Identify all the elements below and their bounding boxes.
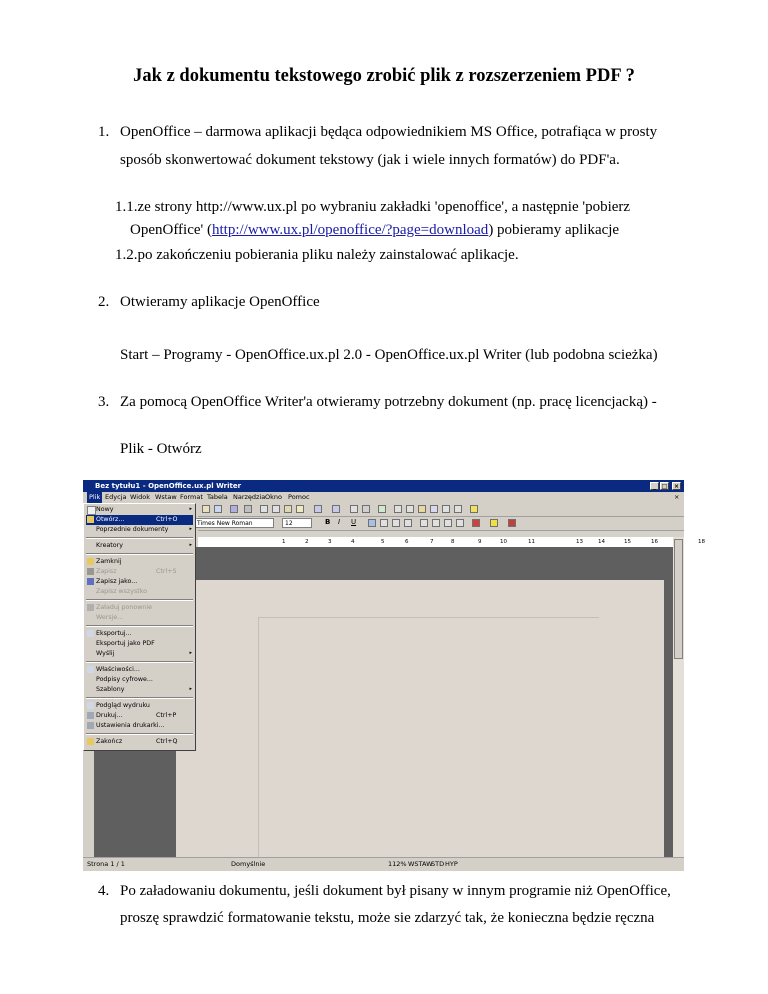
- file-menu-item-signatures[interactable]: Podpisy cyfrowe...: [96, 676, 153, 683]
- menubar: [83, 492, 684, 503]
- menu-plik[interactable]: Plik: [89, 493, 101, 501]
- status-page: Strona 1 / 1: [87, 860, 125, 868]
- reload-icon: [87, 604, 94, 611]
- file-menu-item-exit[interactable]: Zakończ Ctrl+Q: [96, 738, 178, 745]
- exit-icon: [87, 738, 94, 745]
- item-1-1-text-b: ) pobieramy aplikacje: [488, 222, 620, 238]
- file-menu-item-wizards[interactable]: Kreatory ▸: [96, 542, 192, 549]
- highlight-icon[interactable]: [490, 519, 498, 527]
- menu-wstaw[interactable]: Wstaw: [155, 493, 177, 501]
- justify-icon[interactable]: [404, 519, 412, 527]
- paste-icon[interactable]: [284, 505, 292, 513]
- file-menu-item-new[interactable]: Nowy ▸: [96, 506, 192, 513]
- menu-separator: [86, 553, 193, 555]
- nonprinting-chars-icon[interactable]: [442, 505, 450, 513]
- spellcheck-icon[interactable]: [230, 505, 238, 513]
- align-right-icon[interactable]: [392, 519, 400, 527]
- file-menu-item-printer-settings[interactable]: Ustawienia drukarki...: [96, 722, 165, 729]
- ruler-tick: 5: [381, 539, 385, 545]
- item-1-line-1: OpenOffice – darmowa aplikacji będąca odpowiednikiem MS Office, potrafiąca w prosty: [120, 124, 658, 140]
- ruler-tick: 15: [624, 539, 631, 545]
- ruler-tick: 6: [405, 539, 409, 545]
- navigator-icon[interactable]: [406, 505, 414, 513]
- close-document-icon[interactable]: ×: [674, 493, 680, 501]
- ruler-tick: 18: [698, 539, 705, 545]
- formatting-toolbar: [198, 517, 684, 531]
- item-4-number: 4.: [98, 883, 110, 899]
- menu-separator: [86, 733, 193, 735]
- table-icon[interactable]: [362, 505, 370, 513]
- file-menu-item-properties[interactable]: Właściwości...: [96, 666, 140, 673]
- item-1-line-2: sposób skonwertować dokument tekstowy (jak i wiele innych formatów) do PDF'a.: [120, 152, 620, 168]
- menu-separator: [86, 661, 193, 663]
- format-paintbrush-icon[interactable]: [296, 505, 304, 513]
- print-preview-menu-icon: [87, 702, 94, 709]
- increase-indent-icon[interactable]: [456, 519, 464, 527]
- file-menu-item-save-all[interactable]: Zapisz wszystko: [96, 588, 147, 595]
- ruler-tick: 9: [478, 539, 482, 545]
- bold-button[interactable]: B: [325, 518, 331, 526]
- align-center-icon[interactable]: [380, 519, 388, 527]
- status-std[interactable]: STD: [431, 860, 445, 868]
- menu-separator: [86, 537, 193, 539]
- bullets-icon[interactable]: [432, 519, 440, 527]
- zoom-icon[interactable]: [454, 505, 462, 513]
- underline-button[interactable]: U: [351, 518, 357, 526]
- file-menu-item-reload[interactable]: Załaduj ponownie: [96, 604, 153, 611]
- item-4-line-1: Po załadowaniu dokumentu, jeśli dokument był pisany w innym programie niż OpenOffice,: [120, 883, 671, 899]
- undo-icon[interactable]: [314, 505, 322, 513]
- openoffice-screenshot: [83, 480, 705, 870]
- menu-format[interactable]: Format: [180, 493, 203, 501]
- workspace-right: [664, 580, 673, 857]
- menu-okno[interactable]: Okno: [265, 493, 282, 501]
- redo-icon[interactable]: [332, 505, 340, 513]
- ruler-tick: 4: [351, 539, 355, 545]
- item-4-line-2: proszę sprawdzić formatowanie tekstu, może sie zdarzyć tak, że konieczna będzie ręczna: [120, 910, 655, 926]
- background-color-icon[interactable]: [508, 519, 516, 527]
- menu-edycja[interactable]: Edycja: [105, 493, 127, 501]
- file-menu-item-close[interactable]: Zamknij: [96, 558, 122, 565]
- menu-separator: [86, 625, 193, 627]
- ruler-tick: 14: [598, 539, 605, 545]
- menu-separator: [86, 697, 193, 699]
- file-menu-item-export-pdf[interactable]: Eksportuj jako PDF: [96, 640, 155, 647]
- item-1-1-text-a: OpenOffice' (: [130, 222, 212, 238]
- ruler-tick: 1: [282, 539, 286, 545]
- minimize-icon[interactable]: _: [650, 482, 659, 490]
- hyperlink-icon[interactable]: [350, 505, 358, 513]
- ruler-tick: 10: [500, 539, 507, 545]
- new-doc-icon: [87, 506, 96, 515]
- file-menu-item-versions[interactable]: Wersje...: [96, 614, 124, 621]
- copy-icon[interactable]: [272, 505, 280, 513]
- printer-settings-icon: [87, 722, 94, 729]
- numbering-icon[interactable]: [420, 519, 428, 527]
- item-1-number: 1.: [98, 124, 110, 140]
- vertical-scrollbar[interactable]: [673, 537, 684, 857]
- file-menu-item-save-as[interactable]: Zapisz jako...: [96, 578, 138, 585]
- item-2: Otwieramy aplikacje OpenOffice: [120, 294, 320, 310]
- file-menu-item-open[interactable]: Otwórz... Ctrl+O: [96, 516, 178, 523]
- print-icon: [87, 712, 94, 719]
- save-icon: [87, 568, 94, 575]
- text-boundary: [258, 617, 599, 861]
- font-color-icon[interactable]: [472, 519, 480, 527]
- standard-toolbar: [198, 503, 684, 517]
- scrollbar-thumb[interactable]: [674, 539, 683, 659]
- ruler-tick: 11: [528, 539, 535, 545]
- align-left-icon[interactable]: [368, 519, 376, 527]
- file-menu-item-send[interactable]: Wyślij ▸: [96, 650, 192, 657]
- font-size-box[interactable]: 12: [282, 518, 312, 528]
- close-icon[interactable]: ×: [673, 483, 680, 490]
- file-menu-item-print[interactable]: Drukuj... Ctrl+P: [96, 712, 177, 719]
- file-menu-item-print-preview[interactable]: Podgląd wydruku: [96, 702, 150, 709]
- show-draw-icon[interactable]: [378, 505, 386, 513]
- download-link[interactable]: http://www.ux.pl/openoffice/?page=download: [211, 222, 489, 238]
- menu-separator: [86, 599, 193, 601]
- print-preview-icon[interactable]: [214, 505, 222, 513]
- item-3-number: 3.: [98, 394, 110, 410]
- autospell-icon[interactable]: [244, 505, 252, 513]
- status-bar: [83, 857, 684, 871]
- ruler-tick: 13: [576, 539, 583, 545]
- item-1-1-line-2: [130, 220, 619, 240]
- ruler-tick: 8: [451, 539, 455, 545]
- close-doc-icon: [87, 558, 94, 565]
- file-menu-item-export[interactable]: Eksportuj...: [96, 630, 132, 637]
- status-hyp[interactable]: HYP: [445, 860, 458, 868]
- file-menu-item-save[interactable]: Zapisz Ctrl+S: [96, 568, 177, 575]
- status-zoom[interactable]: 112%: [388, 860, 407, 868]
- document-title: Jak z dokumentu tekstowego zrobić plik z rozszerzeniem PDF ?: [133, 66, 635, 86]
- gallery-icon[interactable]: [418, 505, 426, 513]
- save-as-icon: [87, 578, 94, 585]
- file-menu-item-templates[interactable]: Szablony ▸: [96, 686, 192, 693]
- menu-narzedzia[interactable]: Narzędzia: [233, 493, 266, 501]
- item-2-number: 2.: [98, 294, 110, 310]
- status-mode[interactable]: WSTAW: [408, 860, 433, 868]
- ruler-tick: 3: [328, 539, 332, 545]
- help-icon[interactable]: [470, 505, 478, 513]
- italic-button[interactable]: I: [338, 518, 341, 526]
- find-replace-icon[interactable]: [394, 505, 402, 513]
- ruler-tick: 2: [305, 539, 309, 545]
- menu-pomoc[interactable]: Pomoc: [288, 493, 310, 501]
- export-icon: [87, 630, 94, 637]
- file-menu-item-recent[interactable]: Poprzednie dokumenty ▸: [96, 526, 192, 533]
- item-3-path: Plik - Otwórz: [120, 441, 202, 457]
- item-2-path: Start – Programy - OpenOffice.ux.pl 2.0 - OpenOffice.ux.pl Writer (lub podobna scieżka): [120, 347, 658, 363]
- new-icon[interactable]: [202, 505, 210, 513]
- data-sources-icon[interactable]: [430, 505, 438, 513]
- menu-tabela[interactable]: Tabela: [207, 493, 228, 501]
- menu-widok[interactable]: Widok: [130, 493, 150, 501]
- window-title: Bez tytułu1 - OpenOffice.ux.pl Writer: [95, 482, 242, 490]
- item-1-2: 1.2.po zakończeniu pobierania pliku należy zainstalować aplikacje.: [115, 247, 519, 263]
- maximize-icon[interactable]: □: [661, 483, 668, 490]
- ruler-tick: 16: [651, 539, 658, 545]
- item-1-1-line-1: 1.1.ze strony http://www.ux.pl po wybraniu zakładki 'openoffice', a następnie 'pobierz: [115, 199, 631, 215]
- item-3: Za pomocą OpenOffice Writer'a otwieramy potrzebny dokument (np. pracę licencjacką) -: [120, 394, 657, 410]
- font-name-box[interactable]: Times New Roman: [194, 518, 274, 528]
- properties-icon: [87, 666, 94, 673]
- status-style: Domyślnie: [231, 860, 266, 868]
- ruler-tick: 7: [430, 539, 434, 545]
- open-folder-icon: [87, 516, 94, 523]
- decrease-indent-icon[interactable]: [444, 519, 452, 527]
- file-menu: [83, 503, 196, 751]
- window-titlebar: [83, 480, 684, 492]
- cut-icon[interactable]: [260, 505, 268, 513]
